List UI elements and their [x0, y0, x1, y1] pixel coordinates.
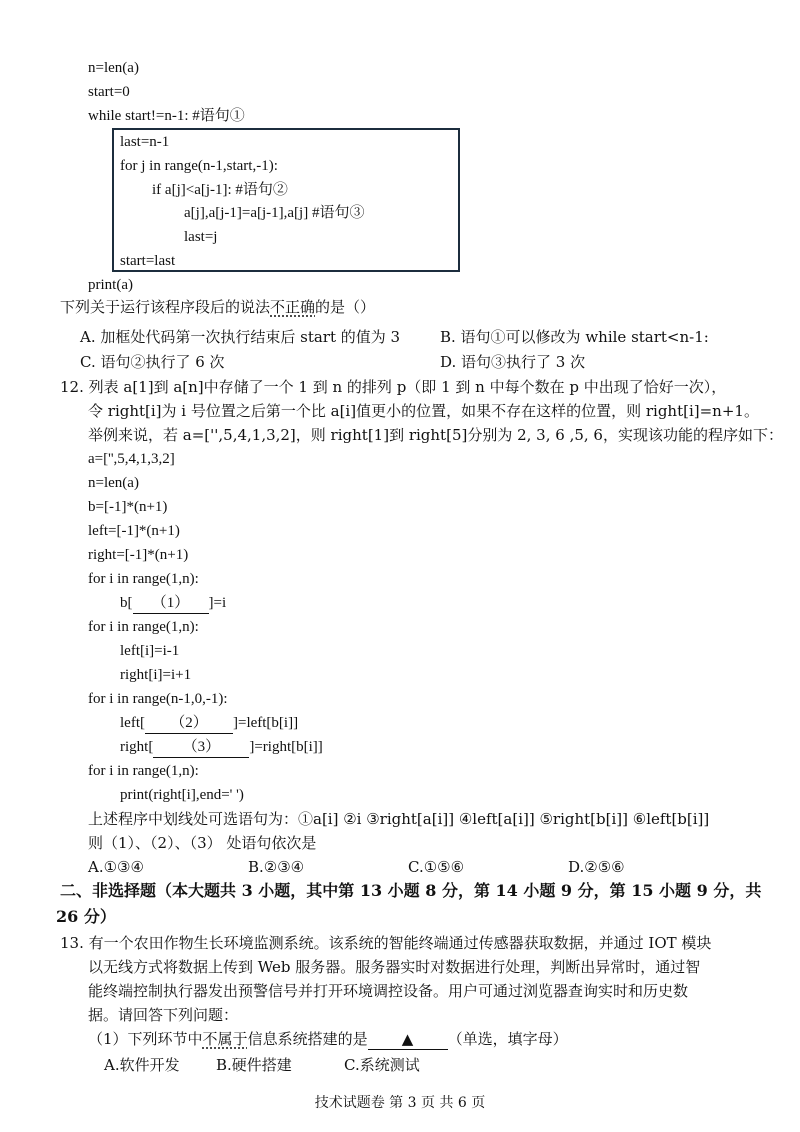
code-line: print(a) [88, 277, 133, 293]
code-line: last=n-1 [120, 134, 170, 150]
blank-2: （2） [145, 713, 233, 734]
code-line: right=[-1]*(n+1) [88, 547, 189, 563]
q13-option-c: C.系统测试 [344, 1056, 420, 1074]
q13-sub1-suffix: （单选，填字母） [447, 1030, 568, 1048]
blank-2-pre: left[ [120, 715, 145, 731]
q13-sub1-emphasis: 不属于 [202, 1030, 248, 1048]
q11-option-a: A. 加框处代码第一次执行结束后 start 的值为 3 [80, 328, 401, 346]
page-footer: 技术试题卷 第 3 页 共 6 页 [314, 1095, 486, 1111]
code-line: n=len(a) [88, 60, 139, 76]
code-line: left[i]=i-1 [120, 643, 180, 659]
q13-line: 能终端控制执行器发出预警信号并打开环境调控设备。用户可通过浏览器查询实时和历史数 [88, 982, 689, 1000]
q13-line: 据。请回答下列问题： [88, 1006, 239, 1024]
code-line: n=len(a) [88, 475, 139, 491]
q13-line: 以无线方式将数据上传到 Web 服务器。服务器实时对数据进行处理，判断出异常时，通过智 [88, 958, 701, 976]
q13-option-a: A.软件开发 [104, 1056, 180, 1074]
q12-option-c: C.①⑤⑥ [408, 858, 465, 876]
q13-option-b: B.硬件搭建 [216, 1056, 292, 1074]
section-title: 二、非选择题（本大题共 3 小题，其中第 13 小题 8 分，第 14 小题 9 分，第 15 小题 9 分，共 [60, 881, 762, 900]
q11-option-d: D. 语句③执行了 3 次 [440, 353, 586, 371]
code-line: print(right[i],end=' ') [120, 787, 244, 803]
blank-3: （3） [153, 737, 249, 758]
q11-option-b: B. 语句①可以修改为 while start<n-1: [440, 328, 709, 346]
blank-3-post: ]=right[b[i]] [249, 739, 323, 755]
q12-stem-line: 举例来说，若 a=['',5,4,1,3,2]，则 right[1]到 right[5]分别为 2, 3, 6 ,5, 6，实现该功能的程序如下： [88, 426, 783, 444]
q11-stem-prefix: 下列关于运行该程序段后的说法 [60, 298, 271, 316]
section-title-cont: 26 分） [56, 907, 116, 926]
blank-2-post: ]=left[b[i]] [232, 715, 299, 731]
q11-stem-emphasis: 不正确 [270, 298, 316, 316]
q12-option-b: B.②③④ [248, 858, 305, 876]
blank-1-pre: b[ [120, 595, 133, 611]
q12-stem-line: 12. 列表 a[1]到 a[n]中存储了一个 1 到 n 的排列 p（即 1 到 n 中每个数在 p 中出现了恰好一次）， [60, 378, 727, 396]
q13-sub1-prefix: （1）下列环节中 [88, 1030, 203, 1048]
blank-1: （1） [133, 593, 209, 614]
q11-stem [60, 297, 375, 317]
code-line: for j in range(n-1,start,-1): [120, 158, 278, 174]
answer-blank: ▲ [368, 1029, 448, 1050]
code-line: left=[-1]*(n+1) [88, 523, 180, 539]
code-line: a[j],a[j-1]=a[j-1],a[j] #语句③ [184, 205, 365, 221]
code-line: for i in range(1,n): [88, 763, 199, 779]
q13-line: 13. 有一个农田作物生长环境监测系统。该系统的智能终端通过传感器获取数据，并通过 IOT 模块 [60, 934, 712, 952]
q11-option-c: C. 语句②执行了 6 次 [80, 353, 225, 371]
blank-3-pre: right[ [120, 739, 154, 755]
code-line: last=j [184, 229, 218, 245]
code-line: for i in range(1,n): [88, 571, 199, 587]
code-line: for i in range(1,n): [88, 619, 199, 635]
code-blank-2 [120, 713, 298, 734]
code-line: right[i]=i+1 [120, 667, 192, 683]
q12-stem-line: 令 right[i]为 i 号位置之后第一个比 a[i]值更小的位置，如果不存在这样的位置，则 right[i]=n+1。 [88, 402, 759, 420]
code-line: if a[j]<a[j-1]: #语句② [152, 182, 288, 198]
code-blank-3 [120, 737, 323, 758]
code-line: while start!=n-1: #语句① [88, 108, 245, 124]
code-line: for i in range(n-1,0,-1): [88, 691, 228, 707]
q12-option-a: A.①③④ [88, 858, 144, 876]
q13-sub1-mid: 信息系统搭建的是 [247, 1030, 368, 1048]
q12-option-d: D.②⑤⑥ [568, 858, 625, 876]
code-line: b=[-1]*(n+1) [88, 499, 168, 515]
code-line: a=['',5,4,1,3,2] [88, 451, 175, 467]
q11-stem-suffix: 的是（） [315, 298, 376, 316]
q12-order: 则（1）、（2）、（3） 处语句依次是 [88, 834, 317, 852]
code-line: start=0 [88, 84, 130, 100]
blank-1-post: ]=i [208, 595, 227, 611]
code-line: start=last [120, 253, 176, 269]
q12-choices: 上述程序中划线处可选语句为：①a[i] ②i ③right[a[i]] ④left[a[i]] ⑤right[b[i]] ⑥left[b[i]] [88, 810, 710, 828]
q13-sub1 [88, 1029, 568, 1050]
code-blank-1 [120, 593, 226, 614]
